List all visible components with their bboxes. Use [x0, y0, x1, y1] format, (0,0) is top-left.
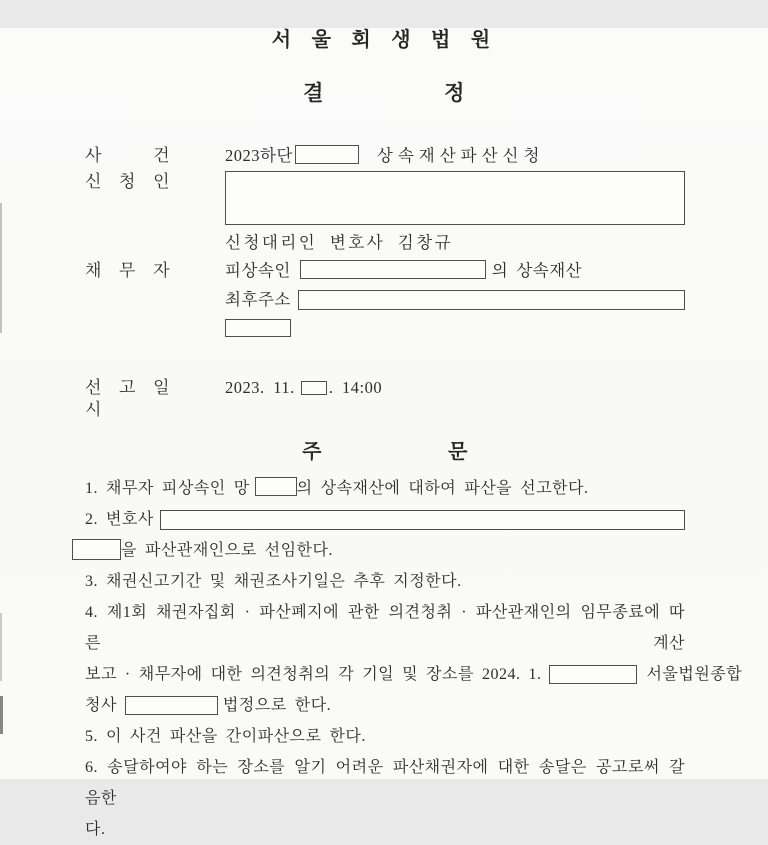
order-item-4-line2	[85, 659, 743, 690]
order-item-6-line2: 다.	[85, 821, 106, 838]
order-item-2-post: 을 파산관재인으로 선임한다.	[121, 542, 333, 559]
redaction-box-last-address	[298, 290, 685, 310]
order-item-3: 3. 채권신고기간 및 채권조사기일은 추후 지정한다.	[85, 573, 462, 590]
order-item-5: 5. 이 사건 파산을 간이파산으로 한다.	[85, 728, 366, 745]
decision-document	[0, 28, 768, 838]
redaction-box-case-number	[295, 145, 359, 164]
order-heading: 주 문	[302, 441, 468, 463]
order-item-1	[85, 473, 685, 504]
order-item-1-post: 의 상속재산에 대하여 파산을 선고한다.	[296, 480, 589, 497]
ruling-datetime-label: 선 고 일 시	[85, 378, 170, 419]
ruling-date-prefix: 2023. 11.	[225, 378, 295, 397]
redaction-box-extra	[225, 319, 291, 337]
last-address-label: 최후주소	[225, 290, 291, 309]
applicant-label: 신 청 인	[85, 172, 170, 191]
document-type-title: 결 정	[303, 81, 465, 105]
case-number-prefix: 2023하단	[225, 146, 293, 165]
last-address-row	[225, 290, 685, 310]
ruling-datetime-row	[85, 377, 685, 421]
redaction-box-deceased-name	[300, 260, 486, 279]
order-item-4-line3-post: 법정으로 한다.	[222, 697, 332, 714]
case-name: 상속재산파산신청	[376, 146, 545, 165]
debtor-label: 채 무 자	[85, 261, 170, 280]
order-item-1-pre: 1. 채무자 피상속인 망	[85, 480, 250, 497]
scan-artifact	[0, 203, 2, 333]
scan-artifact	[0, 613, 2, 681]
scan-artifact	[0, 696, 3, 734]
deceased-label: 피상속인	[225, 261, 291, 280]
redaction-box-hearing-date	[549, 665, 637, 684]
order-items	[85, 473, 743, 845]
order-item-2-line2	[85, 535, 685, 566]
redaction-box-courtroom	[125, 696, 218, 715]
redaction-box-trustee-name2	[72, 539, 121, 560]
redaction-box-item1-name	[255, 477, 297, 496]
applicant-row	[85, 171, 685, 225]
order-item-6-line1: 6. 송달하여야 하는 장소를 알기 어려운 파산채권자에 대한 송달은 공고로써 갈음한	[85, 759, 685, 807]
case-label: 사 건	[85, 146, 170, 165]
debtor-value	[225, 260, 582, 282]
ruling-datetime-value	[225, 377, 382, 399]
case-value	[225, 145, 544, 167]
debtor-row	[85, 260, 685, 282]
applicant-agent: 신청대리인 변호사 김창규	[225, 233, 454, 252]
document-body	[0, 145, 768, 845]
order-item-4-line2-pre: 보고 · 채무자에 대한 의견청취의 각 기일 및 장소를 2024. 1.	[85, 666, 542, 683]
order-item-2-pre: 2. 변호사	[85, 511, 154, 528]
case-row	[85, 145, 685, 167]
order-item-4-line2-post: 서울법원종합	[646, 666, 743, 683]
order-item-4-line3	[85, 690, 685, 721]
ruling-time-suffix: . 14:00	[328, 378, 383, 397]
order-item-2-line1	[85, 504, 685, 535]
order-item-4-line1: 4. 제1회 채권자집회 · 파산폐지에 관한 의견청취 · 파산관재인의 임무종료에 따른 계산	[85, 604, 685, 652]
redaction-box-ruling-day	[301, 381, 327, 395]
extra-redaction-row	[225, 319, 685, 337]
redaction-box-trustee-name	[160, 510, 685, 530]
court-name: 서 울 회 생 법 원	[271, 29, 497, 51]
estate-suffix: 의 상속재산	[491, 261, 583, 280]
order-item-4-line3-pre: 청사	[85, 697, 117, 714]
redaction-box-applicant	[225, 171, 685, 225]
